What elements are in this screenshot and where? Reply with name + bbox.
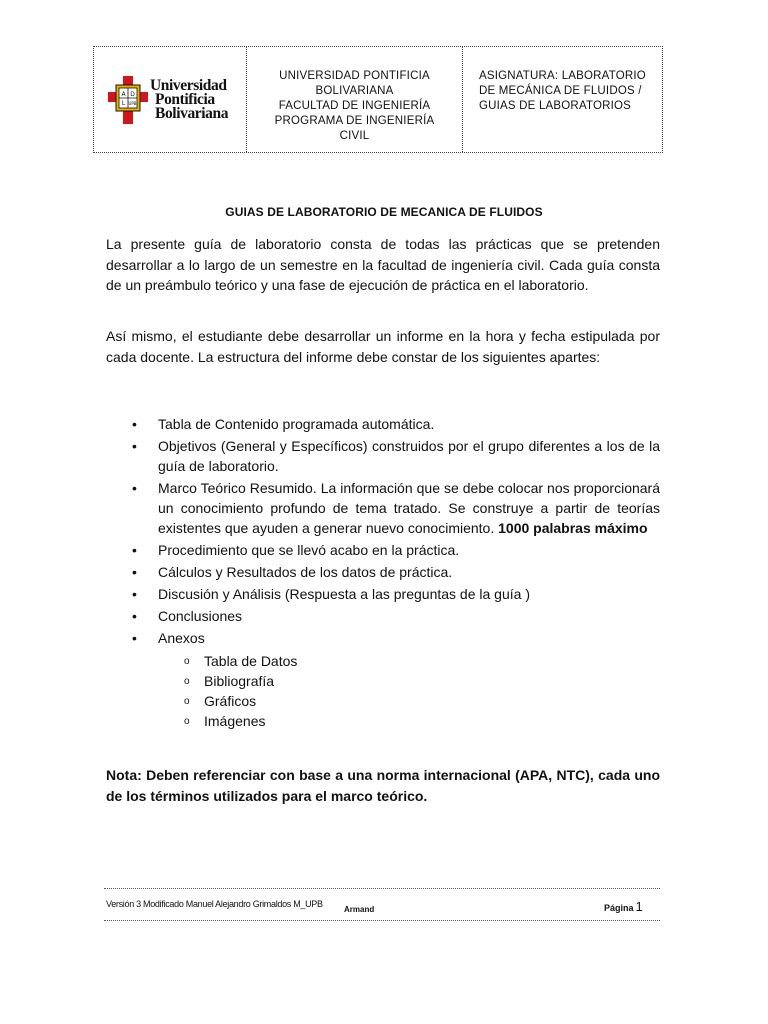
footer-divider-top xyxy=(104,888,660,889)
bullet-icon: • xyxy=(132,564,137,580)
subject-line: GUIAS DE LABORATORIOS xyxy=(479,100,632,112)
circle-bullet-icon: o xyxy=(184,716,190,727)
bullet-icon: • xyxy=(132,630,137,646)
emblem-letter-1: A xyxy=(121,90,126,98)
emblem-letter-3: L xyxy=(121,99,126,107)
list-item: • Cálculos y Resultados de los datos de práctica. xyxy=(132,564,453,580)
list-item: • Discusión y Análisis (Respuesta a las preguntas de la guía ) xyxy=(132,586,530,602)
footer-version: Versión 3 Modificado Manuel Alejandro Grimaldos M_UPB xyxy=(106,899,323,909)
document-title: GUIAS DE LABORATORIO DE MECANICA DE FLUIDOS xyxy=(225,205,543,219)
report-structure-list xyxy=(106,414,660,650)
logo-cell xyxy=(94,47,247,152)
list-item: • Anexos xyxy=(132,630,205,646)
circle-bullet-icon: o xyxy=(184,656,190,667)
institution-line: UNIVERSIDAD PONTIFICIA xyxy=(279,70,430,82)
header-table xyxy=(93,46,663,153)
sub-list-item: o Tabla de Datos xyxy=(106,651,660,671)
list-item: • Conclusiones xyxy=(132,608,243,624)
footer-author: Armand xyxy=(344,905,375,914)
header-institution-cell xyxy=(247,47,463,152)
institution-line: PROGRAMA DE INGENIERÍA xyxy=(274,115,435,127)
list-item: • Marco Teórico Resumido. La información que se debe colocar nos proporcionará un conocimiento profundo de tema tratado. Se construye a partir de teorías existentes que ayuden a generar nuevo conocimiento. 1000 palabras máximo xyxy=(132,480,660,536)
university-logo xyxy=(108,76,228,124)
bullet-icon: • xyxy=(132,586,137,602)
logo-line-2: Pontificia xyxy=(155,90,215,108)
subject-line: ASIGNATURA: LABORATORIO xyxy=(479,70,646,82)
sub-list-item: o Bibliografía xyxy=(106,671,660,691)
sub-list-item: o Imágenes xyxy=(106,711,660,731)
bullet-icon: • xyxy=(132,480,137,496)
intro-paragraph: La presente guía de laboratorio consta de todas las prácticas que se pretenden desarrollar a lo largo de un semestre en la facultad de ingeniería civil. Cada guía consta de un preámbulo teórico y una fase de ejecución de práctica en el laboratorio. xyxy=(106,236,660,293)
header-subject-cell xyxy=(463,47,662,152)
bullet-icon: • xyxy=(132,608,137,624)
footer-divider-bottom xyxy=(104,920,660,921)
word-limit: 1000 palabras máximo xyxy=(498,520,648,536)
annex-sublist xyxy=(106,651,660,731)
circle-bullet-icon: o xyxy=(184,696,190,707)
institution-line: BOLIVARIANA xyxy=(315,85,394,97)
logo-wordmark xyxy=(150,76,229,122)
page-label: Página xyxy=(604,903,634,913)
list-item: • Procedimiento que se llevó acabo en la práctica. xyxy=(132,542,460,558)
upb-emblem-icon xyxy=(108,76,148,124)
bullet-icon: • xyxy=(132,438,137,454)
institution-line: CIVIL xyxy=(339,130,370,142)
circle-bullet-icon: o xyxy=(184,676,190,687)
emblem-letter-4: UPB xyxy=(128,100,137,106)
report-paragraph: Así mismo, el estudiante debe desarrollar un informe en la hora y fecha estipulada por cada docente. La estructura del informe debe constar de los siguientes apartes: xyxy=(106,328,660,365)
institution-line: FACULTAD DE INGENIERÍA xyxy=(278,100,431,112)
list-item: • Objetivos (General y Específicos) construidos por el grupo diferentes a los de la guía de laboratorio. xyxy=(132,438,660,474)
page-number: 1 xyxy=(635,899,643,914)
subject-line: DE MECÁNICA DE FLUIDOS / xyxy=(479,85,642,97)
bullet-icon: • xyxy=(132,542,137,558)
bullet-icon: • xyxy=(132,416,137,432)
logo-line-3: Bolivariana xyxy=(155,104,229,122)
sub-list-item: o Gráficos xyxy=(106,691,660,711)
list-item: • Tabla de Contenido programada automática. xyxy=(132,416,435,432)
note-paragraph: Nota: Deben referenciar con base a una norma internacional (APA, NTC), cada uno de los términos utilizados para el marco teórico. xyxy=(106,767,660,804)
emblem-letter-2: D xyxy=(130,90,135,98)
footer-page xyxy=(604,899,643,914)
logo-line-1: Universidad xyxy=(150,76,227,94)
